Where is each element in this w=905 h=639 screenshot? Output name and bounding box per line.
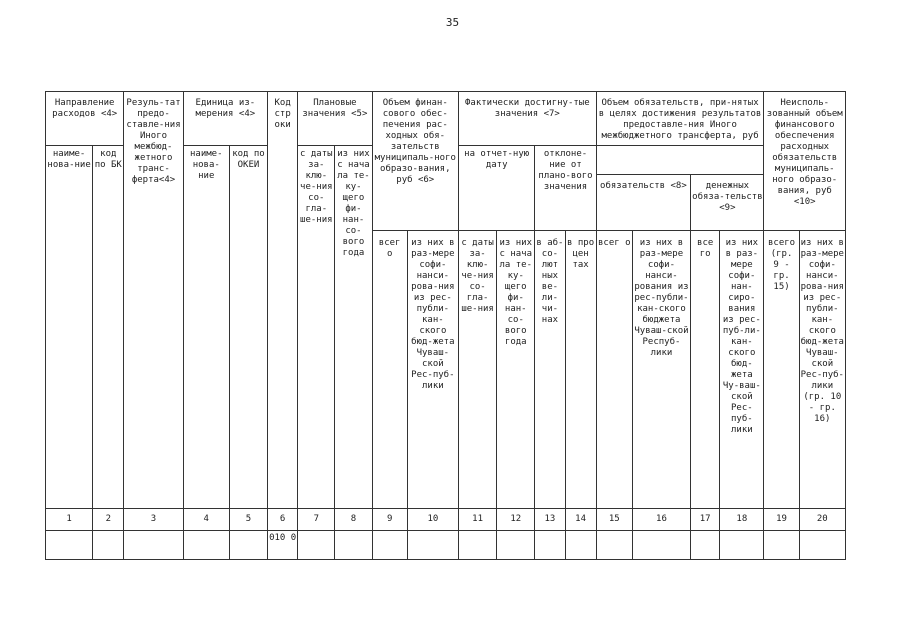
column-number: 2 [93, 509, 124, 531]
cell-deviation-pct [565, 531, 596, 560]
header-unused: Неисполь-зованный объем финансового обеспечения расходных обязательств муниципаль-ного образо-вания, руб <10> [764, 92, 846, 231]
header-obligations-cofin: из них в раз-мере софи-нанси-рования из рес-публи-кан-ского бюджета Чуваш-ской Респуб-лики [632, 231, 690, 509]
column-number: 9 [372, 509, 407, 531]
cell-direction-name [46, 531, 93, 560]
column-number: 7 [298, 509, 335, 531]
header-obligations-sub: обязательств <8> [597, 174, 691, 230]
header-result: Резуль-тат предо-ставле-ния Иного межбюд-жетного транс-ферта<4> [124, 92, 183, 509]
header-funding-total: всег о [372, 231, 407, 509]
header-obligations-sub-area [596, 146, 764, 231]
cell-obligations-total [596, 531, 632, 560]
cell-row-code: 010 0 [268, 531, 298, 560]
column-number: 16 [632, 509, 690, 531]
column-number: 19 [764, 509, 799, 531]
cell-funding-total [372, 531, 407, 560]
column-number: 4 [183, 509, 229, 531]
column-number: 17 [691, 509, 720, 531]
column-number: 18 [720, 509, 764, 531]
page-number: 35 [445, 16, 460, 29]
header-obligations-total: всег о [596, 231, 632, 509]
column-numbers-row [46, 509, 846, 531]
header-row-code: Код стр оки [268, 92, 298, 509]
column-number: 6 [268, 509, 298, 531]
header-direction-name: наиме-нова-ние [46, 146, 93, 509]
table-row [46, 531, 846, 560]
header-deviation-pct: в про цен тах [565, 231, 596, 509]
header-funding: Объем финан-сового обес-печения рас-ходных обя-зательств муниципаль-ного образо-вания, руб <6> [372, 92, 458, 231]
cell-plan-date [298, 531, 335, 560]
cell-obligations-cofin [632, 531, 690, 560]
header-unit-name: наиме-нова-ние [183, 146, 229, 509]
cell-unused-total [764, 531, 799, 560]
header-monetary-cofin: из них в раз-мере софи-нан-сиро-вания из рес-пуб-ли-кан-ского бюд-жета Чу-ваш-ской Рес-пуб-лики [720, 231, 764, 509]
cell-monetary-cofin [720, 531, 764, 560]
cell-direction-code [93, 531, 124, 560]
cell-result [124, 531, 183, 560]
header-unit: Единица из-мерения <4> [183, 92, 267, 146]
cell-funding-cofin [407, 531, 458, 560]
column-number: 8 [335, 509, 372, 531]
header-direction: Направление расходов <4> [46, 92, 124, 146]
header-unused-total: всего (гр. 9 - гр. 15) [764, 231, 799, 509]
header-unused-cofin: из них в раз-мере софи-нанси-рова-ния из рес-публи-кан-ского бюд-жета Чуваш-ской Рес-пуб-лики (гр. 10 - гр. 16) [799, 231, 845, 509]
cell-actual-from-agreement [458, 531, 496, 560]
header-actual-from-year: из них с нача ла те-ку-щего фи-нан-со-вого года [497, 231, 535, 509]
header-plan: Плановые значения <5> [298, 92, 372, 146]
header-deviation-abs: в аб-со-лют ных ве-ли-чи-нах [535, 231, 565, 509]
header-funding-cofin: из них в раз-мере софи-нанси-рова-ния из рес-публи-кан-ского бюд-жета Чуваш-ской Рес-пуб-лики [407, 231, 458, 509]
column-number: 20 [799, 509, 845, 531]
report-table [45, 91, 846, 560]
cell-unused-cofin [799, 531, 845, 560]
header-obligations: Объем обязательств, при-нятых в целях достижения результатов предоставле-ния Иного межбюджетного трансферта, руб [596, 92, 764, 146]
column-number: 10 [407, 509, 458, 531]
header-actual-date: на отчет-ную дату [458, 146, 534, 231]
cell-monetary-total [691, 531, 720, 560]
cell-deviation-abs [535, 531, 565, 560]
column-number: 1 [46, 509, 93, 531]
column-number: 11 [458, 509, 496, 531]
header-actual-from-agreement: с даты за-клю-че-ния со-гла-ше-ния [458, 231, 496, 509]
header-plan-date: с даты за-клю-че-ния со-гла-ше-ния [298, 146, 335, 509]
column-number: 15 [596, 509, 632, 531]
cell-unit-name [183, 531, 229, 560]
column-number: 13 [535, 509, 565, 531]
column-number: 12 [497, 509, 535, 531]
header-monetary-total: все го [691, 231, 720, 509]
header-direction-code: код по БК [93, 146, 124, 509]
cell-unit-code [229, 531, 267, 560]
cell-actual-from-year [497, 531, 535, 560]
column-number: 3 [124, 509, 183, 531]
cell-plan-year [335, 531, 372, 560]
header-actual: Фактически достигну-тые значения <7> [458, 92, 596, 146]
header-plan-year: из них с нача ла те-ку-щего фи-нан-со-вого года [335, 146, 372, 509]
header-unit-code: код по ОКЕИ [229, 146, 267, 509]
header-deviation: отклоне-ние от плано-вого значения [535, 146, 596, 231]
column-number: 14 [565, 509, 596, 531]
header-monetary: денежных обяза-тельств <9> [692, 180, 763, 213]
column-number: 5 [229, 509, 267, 531]
